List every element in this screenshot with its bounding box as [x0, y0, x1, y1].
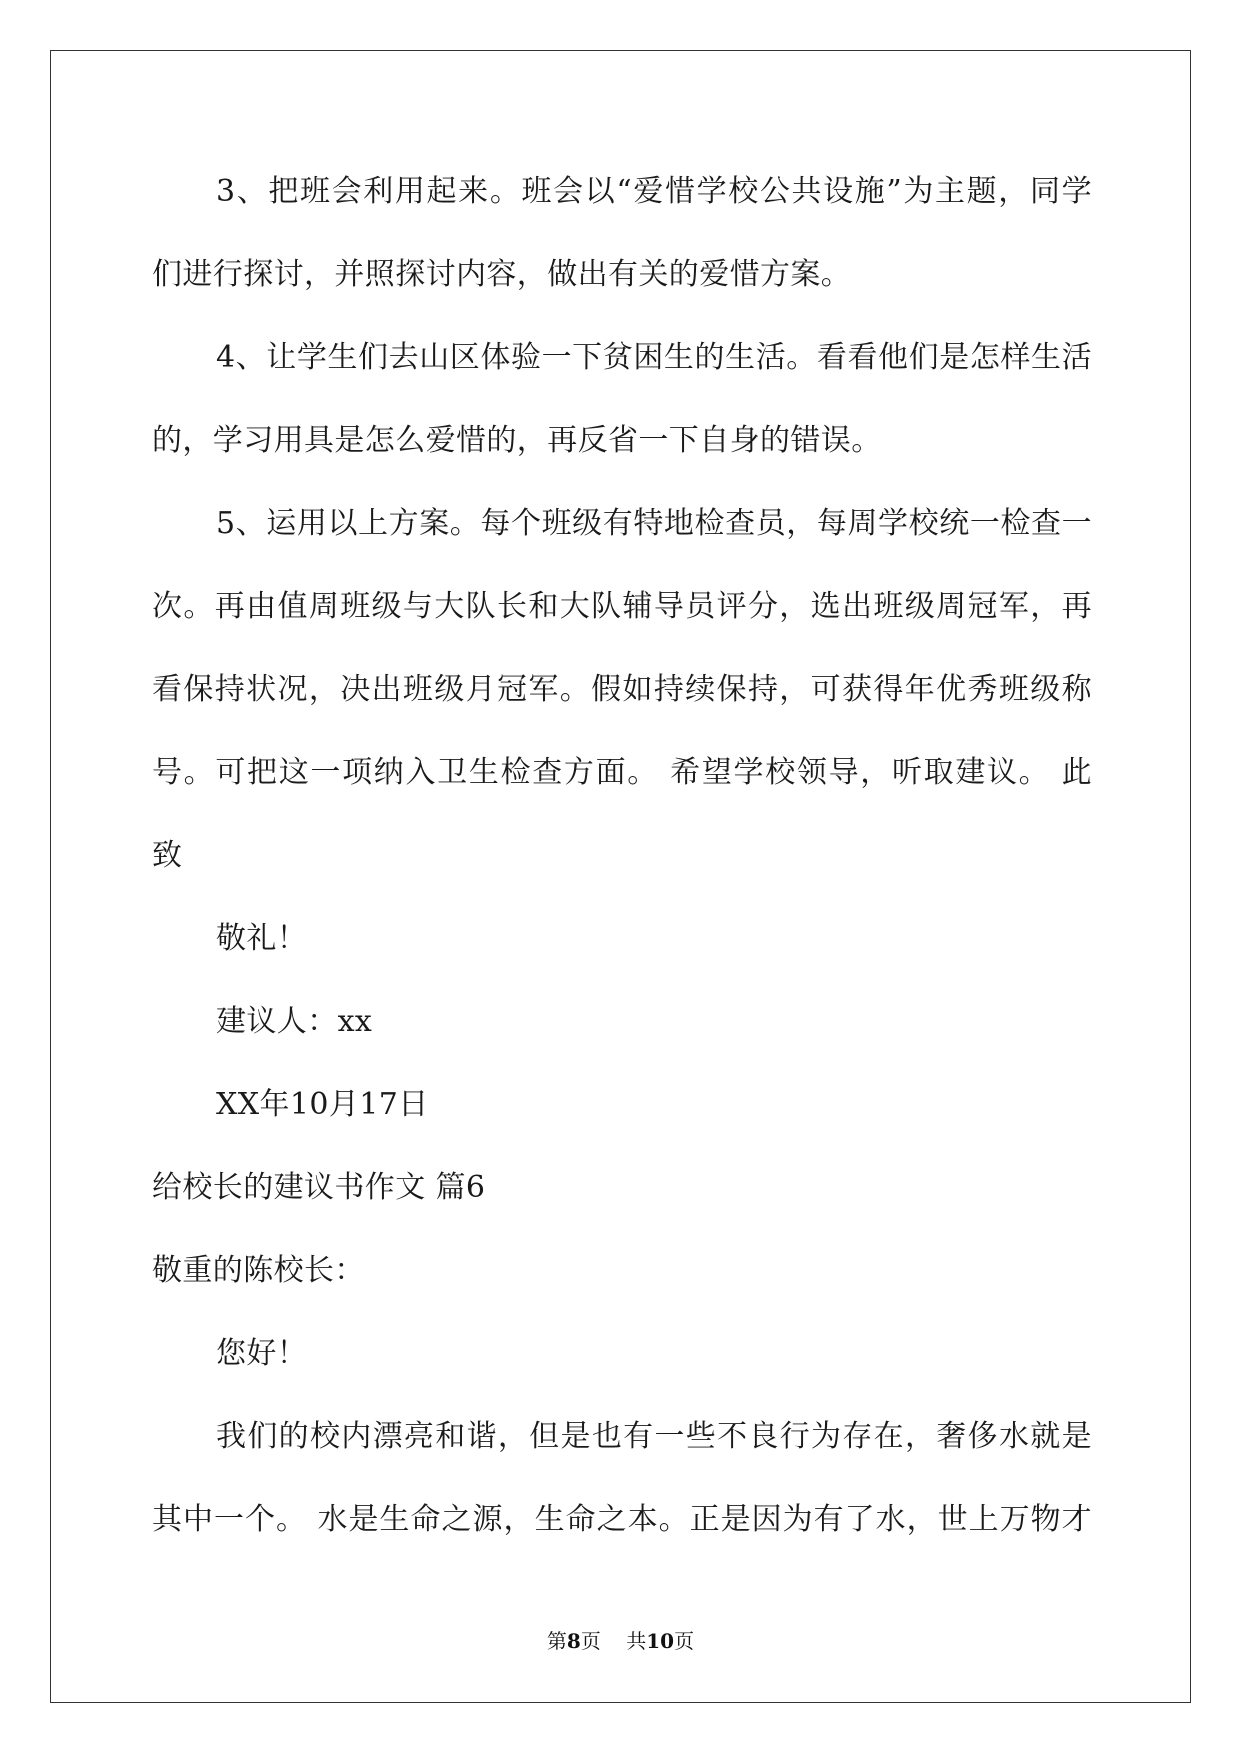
paragraph-3-line-1: 3、把班会利用起来。班会以“爱惜学校公共设施”为主题，同学 — [216, 174, 1092, 209]
paragraph-5-line-1: 5、运用以上方案。每个班级有特地检查员，每周学校统一检查一 — [216, 506, 1092, 541]
paragraph-4-line-2: 的，学习用具是怎么爱惜的，再反省一下自身的错误。 — [152, 423, 882, 458]
signature-line: 建议人：xx — [216, 1004, 373, 1039]
document-body — [152, 160, 1092, 1571]
paragraph-5-line-3: 看保持状况，决出班级月冠军。假如持续保持，可获得年优秀班级称 — [152, 672, 1092, 707]
paragraph-5-line-2: 次。再由值周班级与大队长和大队辅导员评分，选出班级周冠军，再 — [152, 589, 1092, 624]
paragraph-4-line-1: 4、让学生们去山区体验一下贫困生的生活。看看他们是怎样生活 — [216, 340, 1092, 375]
greeting-line: 您好！ — [216, 1336, 308, 1371]
date-line: XX年10月17日 — [216, 1087, 429, 1122]
paragraph-5-line-4: 号。可把这一项纳入卫生检查方面。 希望学校领导，听取建议。 此 — [152, 755, 1092, 790]
page-footer — [0, 1629, 1241, 1653]
section-heading: 给校长的建议书作文 篇6 — [152, 1170, 486, 1205]
current-page-number: 8 — [566, 1629, 581, 1653]
total-label-suffix: 页 — [674, 1629, 695, 1653]
page-label-suffix: 页 — [580, 1629, 601, 1653]
paragraph-body-line-2: 其中一个。 水是生命之源，生命之本。正是因为有了水，世上万物才 — [152, 1502, 1092, 1537]
salutation-closing: 敬礼！ — [216, 921, 308, 956]
paragraph-body-line-1: 我们的校内漂亮和谐，但是也有一些不良行为存在，奢侈水就是 — [216, 1419, 1092, 1454]
paragraph-5-line-5: 致 — [152, 838, 183, 873]
total-label-prefix: 共 — [626, 1629, 647, 1653]
paragraph-3-line-2: 们进行探讨，并照探讨内容，做出有关的爱惜方案。 — [152, 257, 852, 292]
letter-salutation: 敬重的陈校长： — [152, 1253, 365, 1288]
total-pages-number: 10 — [646, 1629, 675, 1653]
page-label-prefix: 第 — [546, 1629, 567, 1653]
